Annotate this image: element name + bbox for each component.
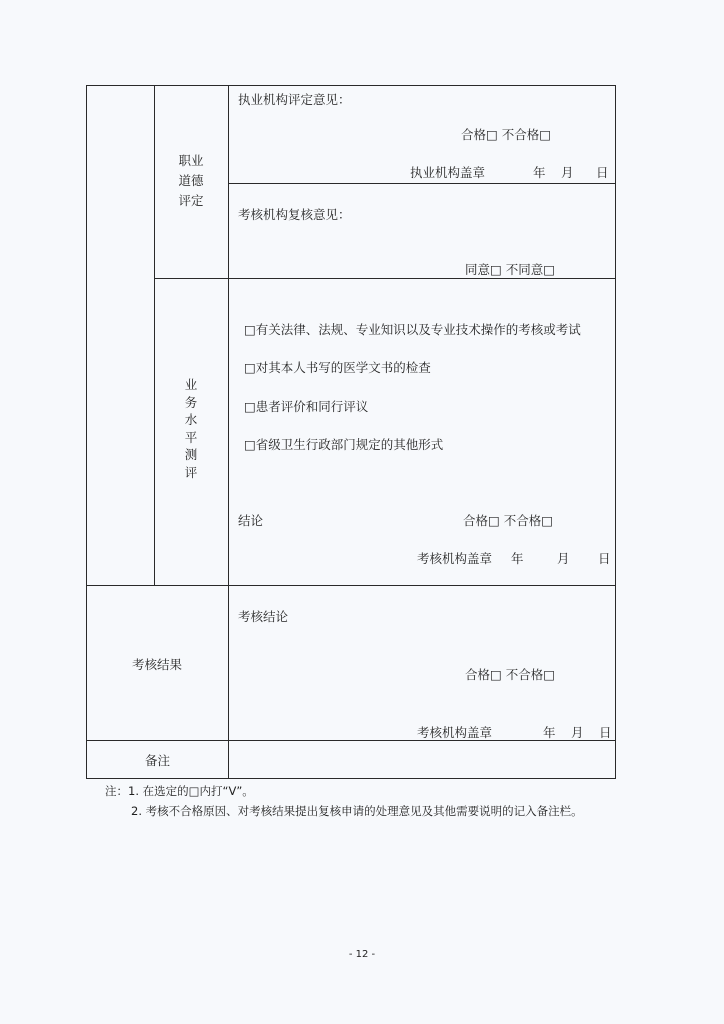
date-day-label: 日 (599, 725, 612, 740)
review-opinion-label: 考核机构复核意见： (238, 207, 351, 222)
date-year-label: 年 (533, 165, 546, 180)
ethics-business-divider (154, 278, 616, 279)
business-result-divider (86, 585, 616, 586)
date-day-label: 日 (596, 165, 609, 180)
date-month-label: 月 (561, 165, 574, 180)
business-conclusion-label: 结论 (238, 513, 264, 528)
assessment-option-checkbox[interactable]: □患者评价和同行评议 (244, 399, 369, 414)
footnote-line-2: 2. 考核不合格原因、对考核结果提出复核申请的处理意见及其他需要说明的记入备注栏。 (131, 804, 583, 818)
result-pass-fail-checkboxes[interactable]: 合格□ 不合格□ (465, 667, 556, 682)
result-seal-label: 考核机构盖章 (417, 725, 493, 740)
ethics-category-line: 职业 (178, 153, 204, 168)
institution-opinion-label: 执业机构评定意见： (238, 92, 351, 107)
business-pass-fail-checkboxes[interactable]: 合格□ 不合格□ (463, 513, 554, 528)
date-month-label: 月 (571, 725, 584, 740)
content-column-divider (228, 85, 229, 779)
footnote-line-1: 注：1. 在选定的□内打“V”。 (105, 784, 254, 798)
date-month-label: 月 (557, 551, 570, 566)
result-remarks-divider (86, 740, 616, 741)
assessment-option-checkbox[interactable]: □省级卫生行政部门规定的其他形式 (244, 437, 444, 452)
ethics-subrow-divider (228, 183, 616, 184)
result-conclusion-label: 考核结论 (238, 609, 289, 624)
business-seal-label: 考核机构盖章 (417, 551, 493, 566)
ethics-pass-fail-checkboxes[interactable]: 合格□ 不合格□ (461, 127, 552, 142)
date-year-label: 年 (543, 725, 556, 740)
ethics-category-line: 道德 (178, 173, 204, 188)
ethics-category-label (154, 151, 228, 211)
agree-disagree-checkboxes[interactable]: 同意□ 不同意□ (465, 262, 556, 277)
assessment-option-checkbox[interactable]: □对其本人书写的医学文书的检查 (244, 360, 431, 375)
page-number: - 12 - (348, 949, 376, 960)
remarks-label: 备注 (145, 753, 171, 768)
remarks-value[interactable] (238, 753, 608, 769)
institution-seal-label: 执业机构盖章 (410, 165, 486, 180)
ethics-category-line: 评定 (178, 193, 204, 208)
business-category-label: 业务水平测评 (184, 377, 198, 480)
assessment-option-checkbox[interactable]: □有关法律、法规、专业知识以及专业技术操作的考核或考试 (244, 322, 581, 337)
result-category-label: 考核结果 (132, 657, 183, 672)
date-year-label: 年 (511, 551, 524, 566)
date-day-label: 日 (598, 551, 611, 566)
